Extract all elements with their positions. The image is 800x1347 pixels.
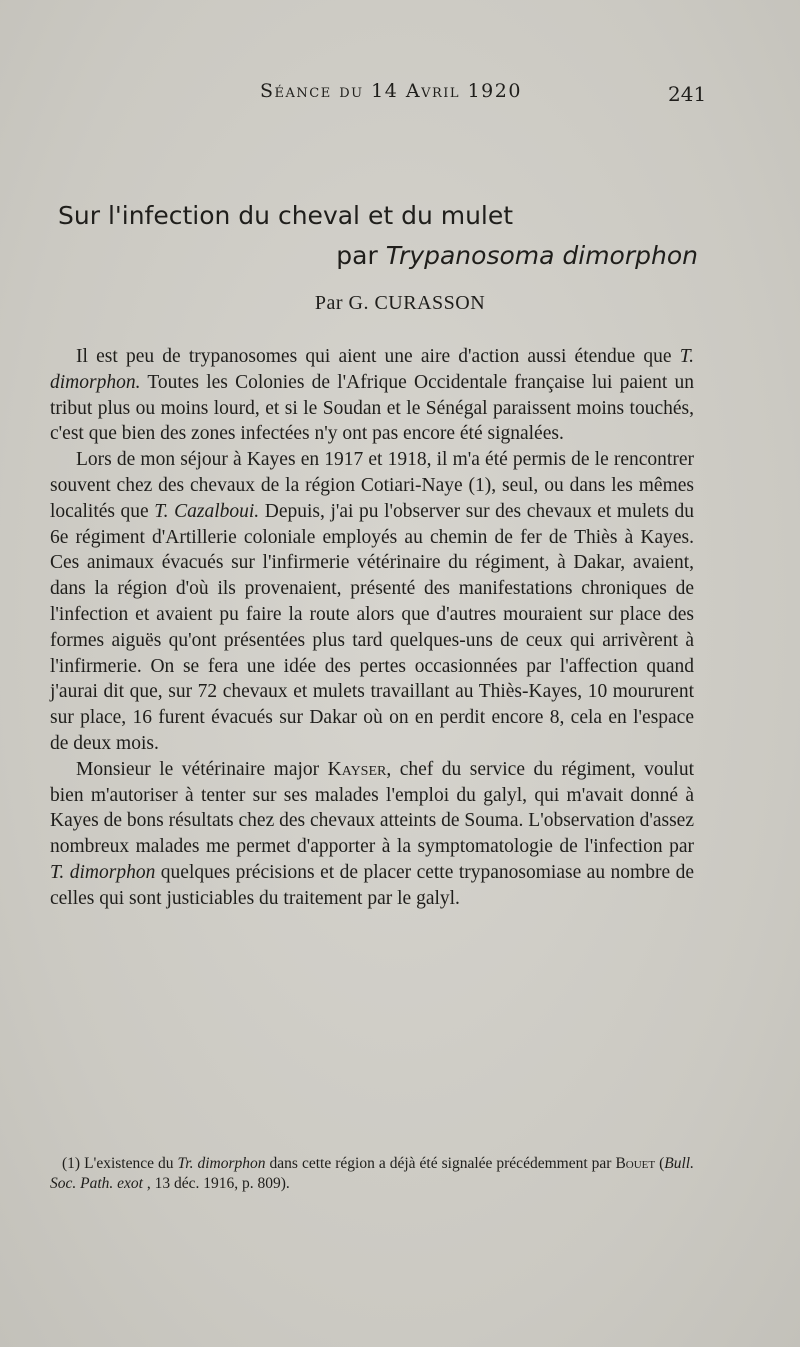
paragraph-2 (50, 447, 694, 757)
paragraph-3 (50, 757, 694, 912)
p2-species: T. Cazalboui. (154, 500, 260, 522)
article-body (50, 344, 694, 912)
footnote-text-d: , 13 déc. 1916, p. 809). (142, 1175, 290, 1192)
footnote-text-a: (1) L'existence du (62, 1155, 178, 1172)
footnote-name: Bouet (615, 1155, 656, 1172)
p3-text-a: Monsieur le vétérinaire major (76, 758, 328, 780)
title-prefix: par (336, 241, 386, 270)
p3-text-c: quelques précisions et de placer cette trypanosomiase au nombre de celles qui sont justiciables du traitement par le galyl. (50, 861, 694, 909)
footnote (50, 1154, 694, 1194)
p3-text-b: , chef du service du régiment, voulut bien m'autoriser à tenter sur ses malades l'emploi du galyl, qui m'avait donné à Kayes de bons résultats chez des chevaux atteints de Souma. L'observation d'assez nombreux malades me permet d'apporter à la symptomatologie de l'infection par (50, 758, 694, 858)
paragraph-1 (50, 344, 694, 447)
p3-species: T. dimorphon (50, 861, 156, 883)
p1-text-a: Il est peu de trypanosomes qui aient une aire d'action aussi étendue que (76, 346, 680, 367)
p2-text-a: Lors de mon séjour à Kayes en 1917 et 1918, il m'a été permis de le rencontrer souvent chez des chevaux de la région Cotiari-Naye (1), seul, ou dans les mêmes localités que (50, 449, 694, 522)
article-title (58, 196, 698, 276)
p1-text-b: Toutes les Colonies de l'Afrique Occidentale française lui paient un tribut plus ou moins lourd, et si le Soudan et le Sénégal paraissent moins touchés, c'est que bien des zones infectées n'y ont pas encore été signalées. (50, 371, 694, 445)
footnote-text-c: ( (655, 1155, 665, 1172)
running-title: Séance du 14 Avril 1920 (260, 80, 522, 102)
footnote-text-b: dans cette région a déjà été signalée précédemment par (265, 1155, 616, 1172)
p3-name: Kayser (327, 758, 387, 780)
page-number: 241 (668, 82, 707, 106)
p1-species: T. dimorphon. (50, 346, 694, 393)
running-head (0, 80, 800, 110)
title-line-1: Sur l'infection du cheval et du mulet (58, 201, 514, 230)
footnote-species: Tr. dimorphon (177, 1155, 266, 1172)
title-line-2 (58, 236, 698, 276)
title-species: Trypanosoma dimorphon (385, 241, 698, 270)
footnote-journal: Bull. Soc. Path. exot (50, 1155, 694, 1192)
author-byline: Par G. CURASSON (314, 292, 486, 314)
p2-text-b: Depuis, j'ai pu l'observer sur des chevaux et mulets du 6e régiment d'Artillerie coloniale employés au chemin de fer de Thiès à Kayes. Ces animaux évacués sur l'infirmerie vétérinaire du régiment, à Dakar, avaient, dans la région d'où ils provenaient, présenté des manifestations chroniques de l'infection et avaient pu faire la route alors que d'autres mouraient sur place des formes aiguës qu'ont présentées plus tard quelques-uns de ceux qui arrivèrent à l'infirmerie. On se fera une idée des pertes occasionnées par l'affection quand j'aurai dit que, sur 72 chevaux et mulets travaillant au Thiès-Kayes, 10 moururent sur place, 16 furent évacués sur Dakar où on en perdit encore 8, cela en l'espace de deux mois. (50, 500, 694, 754)
